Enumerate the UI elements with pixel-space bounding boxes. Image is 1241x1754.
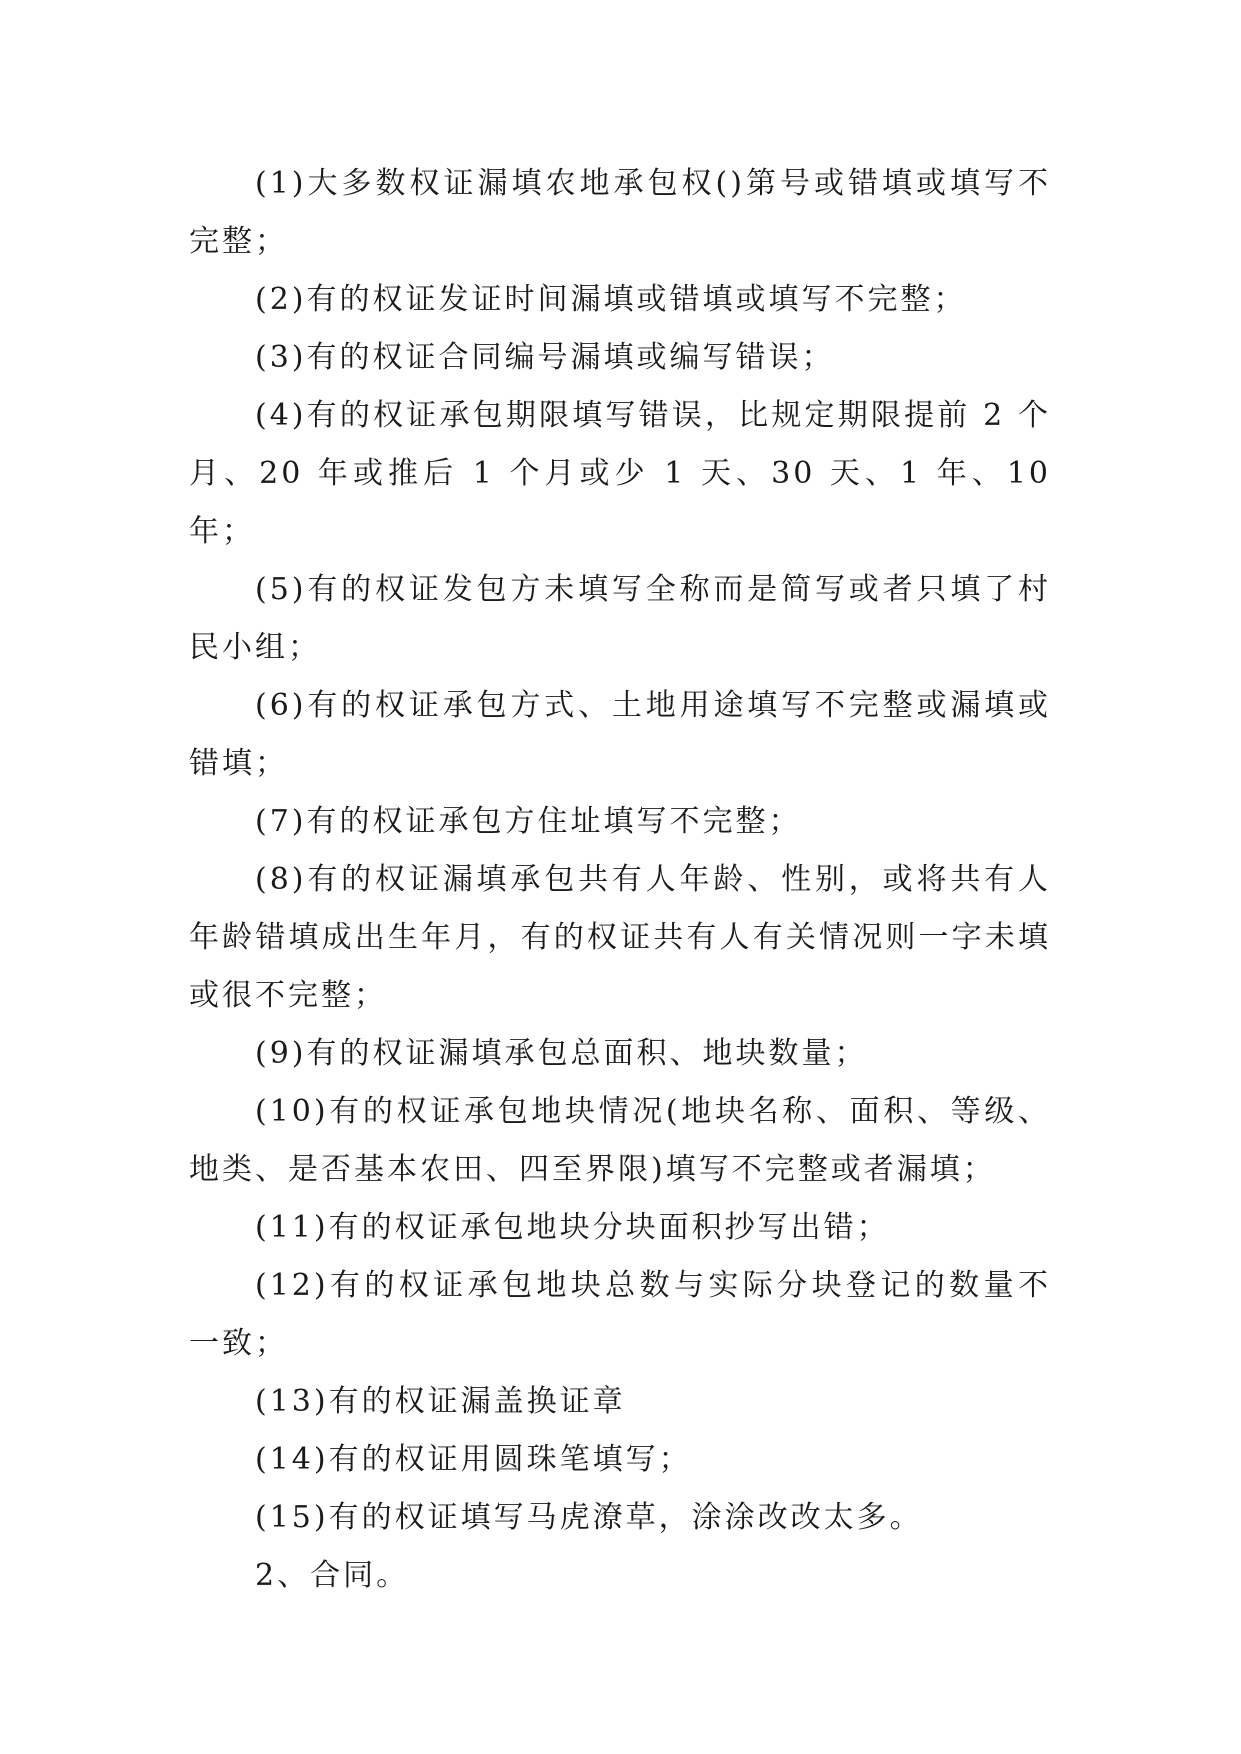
paragraph-item-6: (6)有的权证承包方式、土地用途填写不完整或漏填或错填；: [189, 688, 1051, 781]
paragraph-item-13: (13)有的权证漏盖换证章: [255, 1384, 626, 1419]
document-body: [189, 155, 1051, 1605]
paragraph-item-8: (8)有的权证漏填承包共有人年龄、性别，或将共有人年龄错填成出生年月，有的权证共有人有关情况则一字未填或很不完整；: [189, 862, 1051, 1013]
section-heading-contract: 2、合同。: [255, 1558, 410, 1593]
paragraph-item-9: (9)有的权证漏填承包总面积、地块数量；: [255, 1036, 868, 1071]
paragraph-item-5: (5)有的权证发包方未填写全称而是简写或者只填了村民小组；: [189, 572, 1051, 665]
paragraph-item-3: (3)有的权证合同编号漏填或编写错误；: [255, 340, 835, 375]
paragraph-item-15: (15)有的权证填写马虎潦草，涂涂改改太多。: [255, 1500, 923, 1535]
paragraph-item-10: (10)有的权证承包地块情况(地块名称、面积、等级、地类、是否基本农田、四至界限)填写不完整或者漏填；: [189, 1094, 1051, 1187]
paragraph-item-14: (14)有的权证用圆珠笔填写；: [255, 1442, 692, 1477]
paragraph-item-1: (1)大多数权证漏填农地承包权()第号或错填或填写不完整；: [189, 166, 1051, 259]
paragraph-item-7: (7)有的权证承包方住址填写不完整；: [255, 804, 802, 839]
paragraph-item-12: (12)有的权证承包地块总数与实际分块登记的数量不一致；: [189, 1268, 1051, 1361]
paragraph-item-11: (11)有的权证承包地块分块面积抄写出错；: [255, 1210, 890, 1245]
paragraph-item-4: (4)有的权证承包期限填写错误，比规定期限提前 2 个月、20 年或推后 1 个月或少 1 天、30 天、1 年、10 年；: [189, 398, 1051, 549]
paragraph-item-2: (2)有的权证发证时间漏填或错填或填写不完整；: [255, 282, 967, 317]
